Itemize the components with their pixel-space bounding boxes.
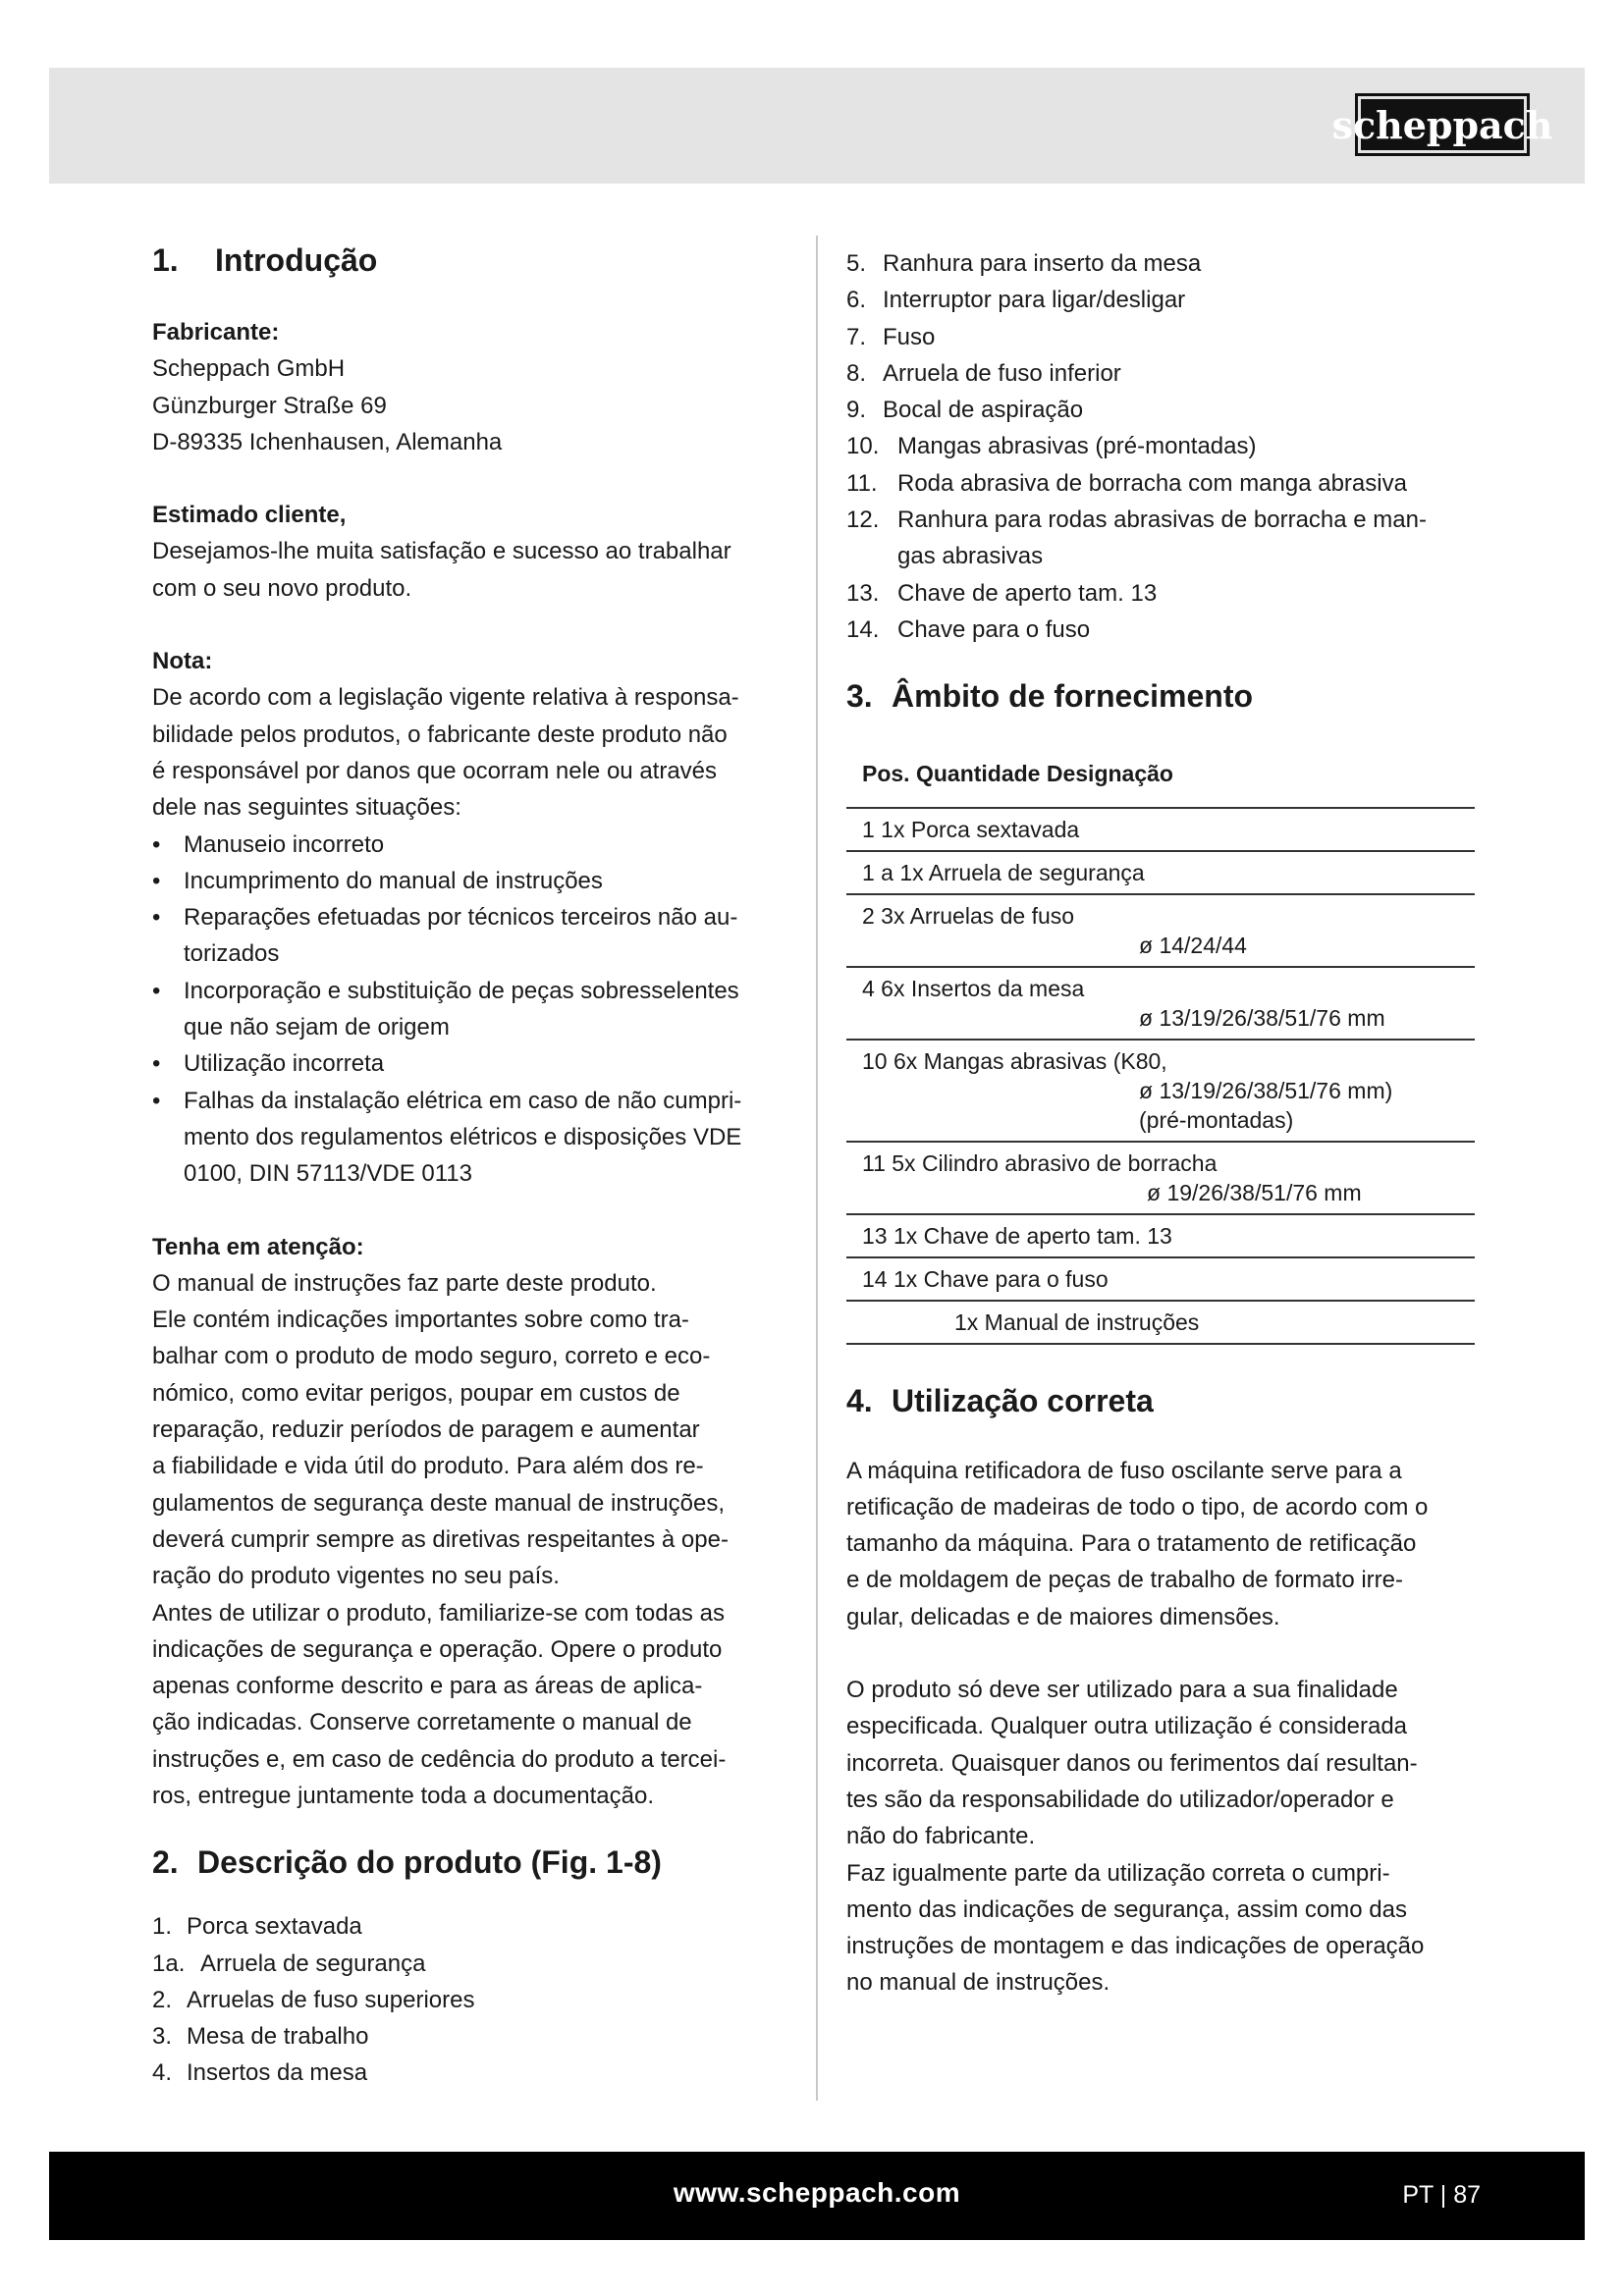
text-line: reparação, reduzir períodos de paragem e aumentar — [152, 1416, 700, 1444]
table-row: 11 5x Cilindro abrasivo de borracha ø 19/26/38/51/76 mm — [846, 1143, 1475, 1215]
liability-list — [152, 827, 790, 1193]
page-footer — [49, 2152, 1585, 2240]
table-row: 10 6x Mangas abrasivas (K80, ø 13/19/26/38/51/76 mm) (pré-montadas) — [846, 1041, 1475, 1143]
list-item: • Manuseio incorreto — [152, 827, 790, 863]
section-4-heading: 4. Utilização correta — [846, 1382, 1154, 1418]
section-2-heading: 2. Descrição do produto (Fig. 1-8) — [152, 1844, 662, 1881]
list-item: • Utilização incorreta — [152, 1045, 790, 1082]
manufacturer-line: Günzburger Straße 69 — [152, 392, 387, 419]
delivery-scope-table — [846, 746, 1475, 1344]
product-parts-list — [152, 1908, 790, 2091]
list-item: 11. Roda abrasiva de borracha com manga abrasiva — [846, 469, 1407, 497]
text-line: ção indicadas. Conserve corretamente o manual de — [152, 1709, 692, 1736]
manufacturer-label: Fabricante: — [152, 319, 280, 346]
text-line: tes são da responsabilidade do utilizador/operador e — [846, 1786, 1394, 1813]
text-line: no manual de instruções. — [846, 1969, 1110, 1997]
text-line: gular, delicadas e de maiores dimensões. — [846, 1603, 1280, 1630]
table-row: 2 3x Arruelas de fuso ø 14/24/44 — [846, 895, 1475, 968]
list-item: • Reparações efetuadas por técnicos terceiros não au- torizados — [152, 899, 790, 973]
right-column — [846, 245, 1494, 2002]
page-header — [49, 68, 1585, 184]
text-line: não do fabricante. — [846, 1823, 1036, 1850]
section-3-heading: 3. Âmbito de fornecimento — [846, 678, 1254, 715]
text-line: bilidade pelos produtos, o fabricante deste produto não — [152, 721, 728, 748]
list-item: 1a. Arruela de segurança — [152, 1949, 426, 1977]
list-item: 5. Ranhura para inserto da mesa — [846, 250, 1202, 277]
text-line: a fiabilidade e vida útil do produto. Para além dos re- — [152, 1453, 704, 1480]
list-item: 4. Insertos da mesa — [152, 2059, 368, 2087]
text-line: indicações de segurança e operação. Opere o produto — [152, 1635, 723, 1663]
text-line: Ele contém indicações importantes sobre como tra- — [152, 1307, 689, 1334]
table-row: 13 1x Chave de aperto tam. 13 — [846, 1215, 1475, 1258]
text-line: ros, entregue juntamente toda a documentação. — [152, 1782, 655, 1809]
table-row: 1 a 1x Arruela de segurança — [846, 852, 1475, 895]
text-line: mento das indicações de segurança, assim como das — [846, 1896, 1407, 1923]
text-line: com o seu novo produto. — [152, 574, 412, 602]
text-line: A máquina retificadora de fuso oscilante serve para a — [846, 1457, 1402, 1484]
left-column — [152, 226, 790, 2092]
column-divider — [816, 236, 818, 2101]
product-parts-list-continued — [846, 245, 1494, 648]
text-line: ração do produto vigentes no seu país. — [152, 1563, 560, 1590]
list-item: • Incumprimento do manual de instruções — [152, 863, 790, 899]
section-1-heading: 1. Introdução — [152, 242, 378, 278]
text-line: De acordo com a legislação vigente relativa à responsa- — [152, 684, 739, 712]
website-link[interactable]: www.scheppach.com — [673, 2177, 961, 2208]
list-item: 9. Bocal de aspiração — [846, 397, 1084, 424]
manufacturer-block — [152, 314, 790, 460]
table-row: 4 6x Insertos da mesa ø 13/19/26/38/51/76 mm — [846, 968, 1475, 1041]
table-row: 1x Manual de instruções — [846, 1302, 1475, 1345]
list-item: 10. Mangas abrasivas (pré-montadas) — [846, 433, 1257, 460]
manufacturer-line: D-89335 Ichenhausen, Alemanha — [152, 428, 503, 455]
attention-label: Tenha em atenção: — [152, 1233, 364, 1260]
list-item: 7. Fuso — [846, 323, 936, 350]
dear-customer-block — [152, 497, 790, 607]
text-line: O manual de instruções faz parte deste produto. — [152, 1269, 657, 1297]
text-line: instruções de montagem e das indicações de operação — [846, 1933, 1425, 1960]
text-line: e de moldagem de peças de trabalho de formato irre- — [846, 1567, 1403, 1594]
note-label: Nota: — [152, 648, 213, 675]
text-line: dele nas seguintes situações: — [152, 794, 461, 822]
table-header: Pos. Quantidade Designação — [846, 746, 1475, 808]
manufacturer-line: Scheppach GmbH — [152, 355, 346, 383]
text-line: instruções e, em caso de cedência do produto a tercei- — [152, 1745, 727, 1773]
list-item: • Falhas da instalação elétrica em caso de não cumpri- mento dos regulamentos elétricos e disposições VDE 0100, DIN 57113/VDE 0113 — [152, 1083, 790, 1193]
text-line: retificação de madeiras de todo o tipo, de acordo com o — [846, 1493, 1429, 1521]
list-item: 13. Chave de aperto tam. 13 — [846, 579, 1158, 607]
list-item: 2. Arruelas de fuso superiores — [152, 1986, 475, 2013]
table-row: 14 1x Chave para o fuso — [846, 1258, 1475, 1302]
text-line: incorreta. Quaisquer danos ou ferimentos daí resultan- — [846, 1749, 1418, 1777]
note-block — [152, 643, 790, 1192]
text-line: tamanho da máquina. Para o tratamento de retificação — [846, 1530, 1417, 1558]
scheppach-logo: scheppach — [1355, 93, 1530, 156]
table-row: 1 1x Porca sextavada — [846, 809, 1475, 852]
text-line: gulamentos de segurança deste manual de instruções, — [152, 1489, 726, 1517]
list-item: 3. Mesa de trabalho — [152, 2023, 369, 2051]
list-item: 14. Chave para o fuso — [846, 615, 1091, 643]
list-item: 8. Arruela de fuso inferior — [846, 359, 1121, 387]
list-item: 12. Ranhura para rodas abrasivas de borracha e man- gas abrasivas — [846, 507, 1427, 570]
list-item: 6. Interruptor para ligar/desligar — [846, 287, 1186, 314]
list-item: 1. Porca sextavada — [152, 1913, 362, 1941]
text-line: especificada. Qualquer outra utilização é considerada — [846, 1713, 1408, 1740]
attention-block — [152, 1229, 790, 1815]
page-number: PT | 87 — [1402, 2181, 1481, 2209]
text-line: nómico, como evitar perigos, poupar em custos de — [152, 1379, 680, 1407]
text-line: deverá cumprir sempre as diretivas respeitantes à ope- — [152, 1525, 729, 1553]
intended-use-paragraph-1 — [846, 1453, 1494, 1635]
dear-customer-label: Estimado cliente, — [152, 502, 347, 529]
text-line: Antes de utilizar o produto, familiarize-se com todas as — [152, 1599, 725, 1627]
text-line: é responsável por danos que ocorram nele ou através — [152, 757, 718, 784]
text-line: apenas conforme descrito e para as áreas de aplica- — [152, 1673, 703, 1700]
intended-use-paragraph-2 — [846, 1672, 1494, 2002]
text-line: Faz igualmente parte da utilização correta o cumpri- — [846, 1859, 1390, 1887]
text-line: balhar com o produto de modo seguro, correto e eco- — [152, 1343, 711, 1370]
text-line: O produto só deve ser utilizado para a sua finalidade — [846, 1677, 1398, 1704]
list-item: • Incorporação e substituição de peças sobresselentes que não sejam de origem — [152, 973, 790, 1046]
text-line: Desejamos-lhe muita satisfação e sucesso ao trabalhar — [152, 538, 731, 565]
